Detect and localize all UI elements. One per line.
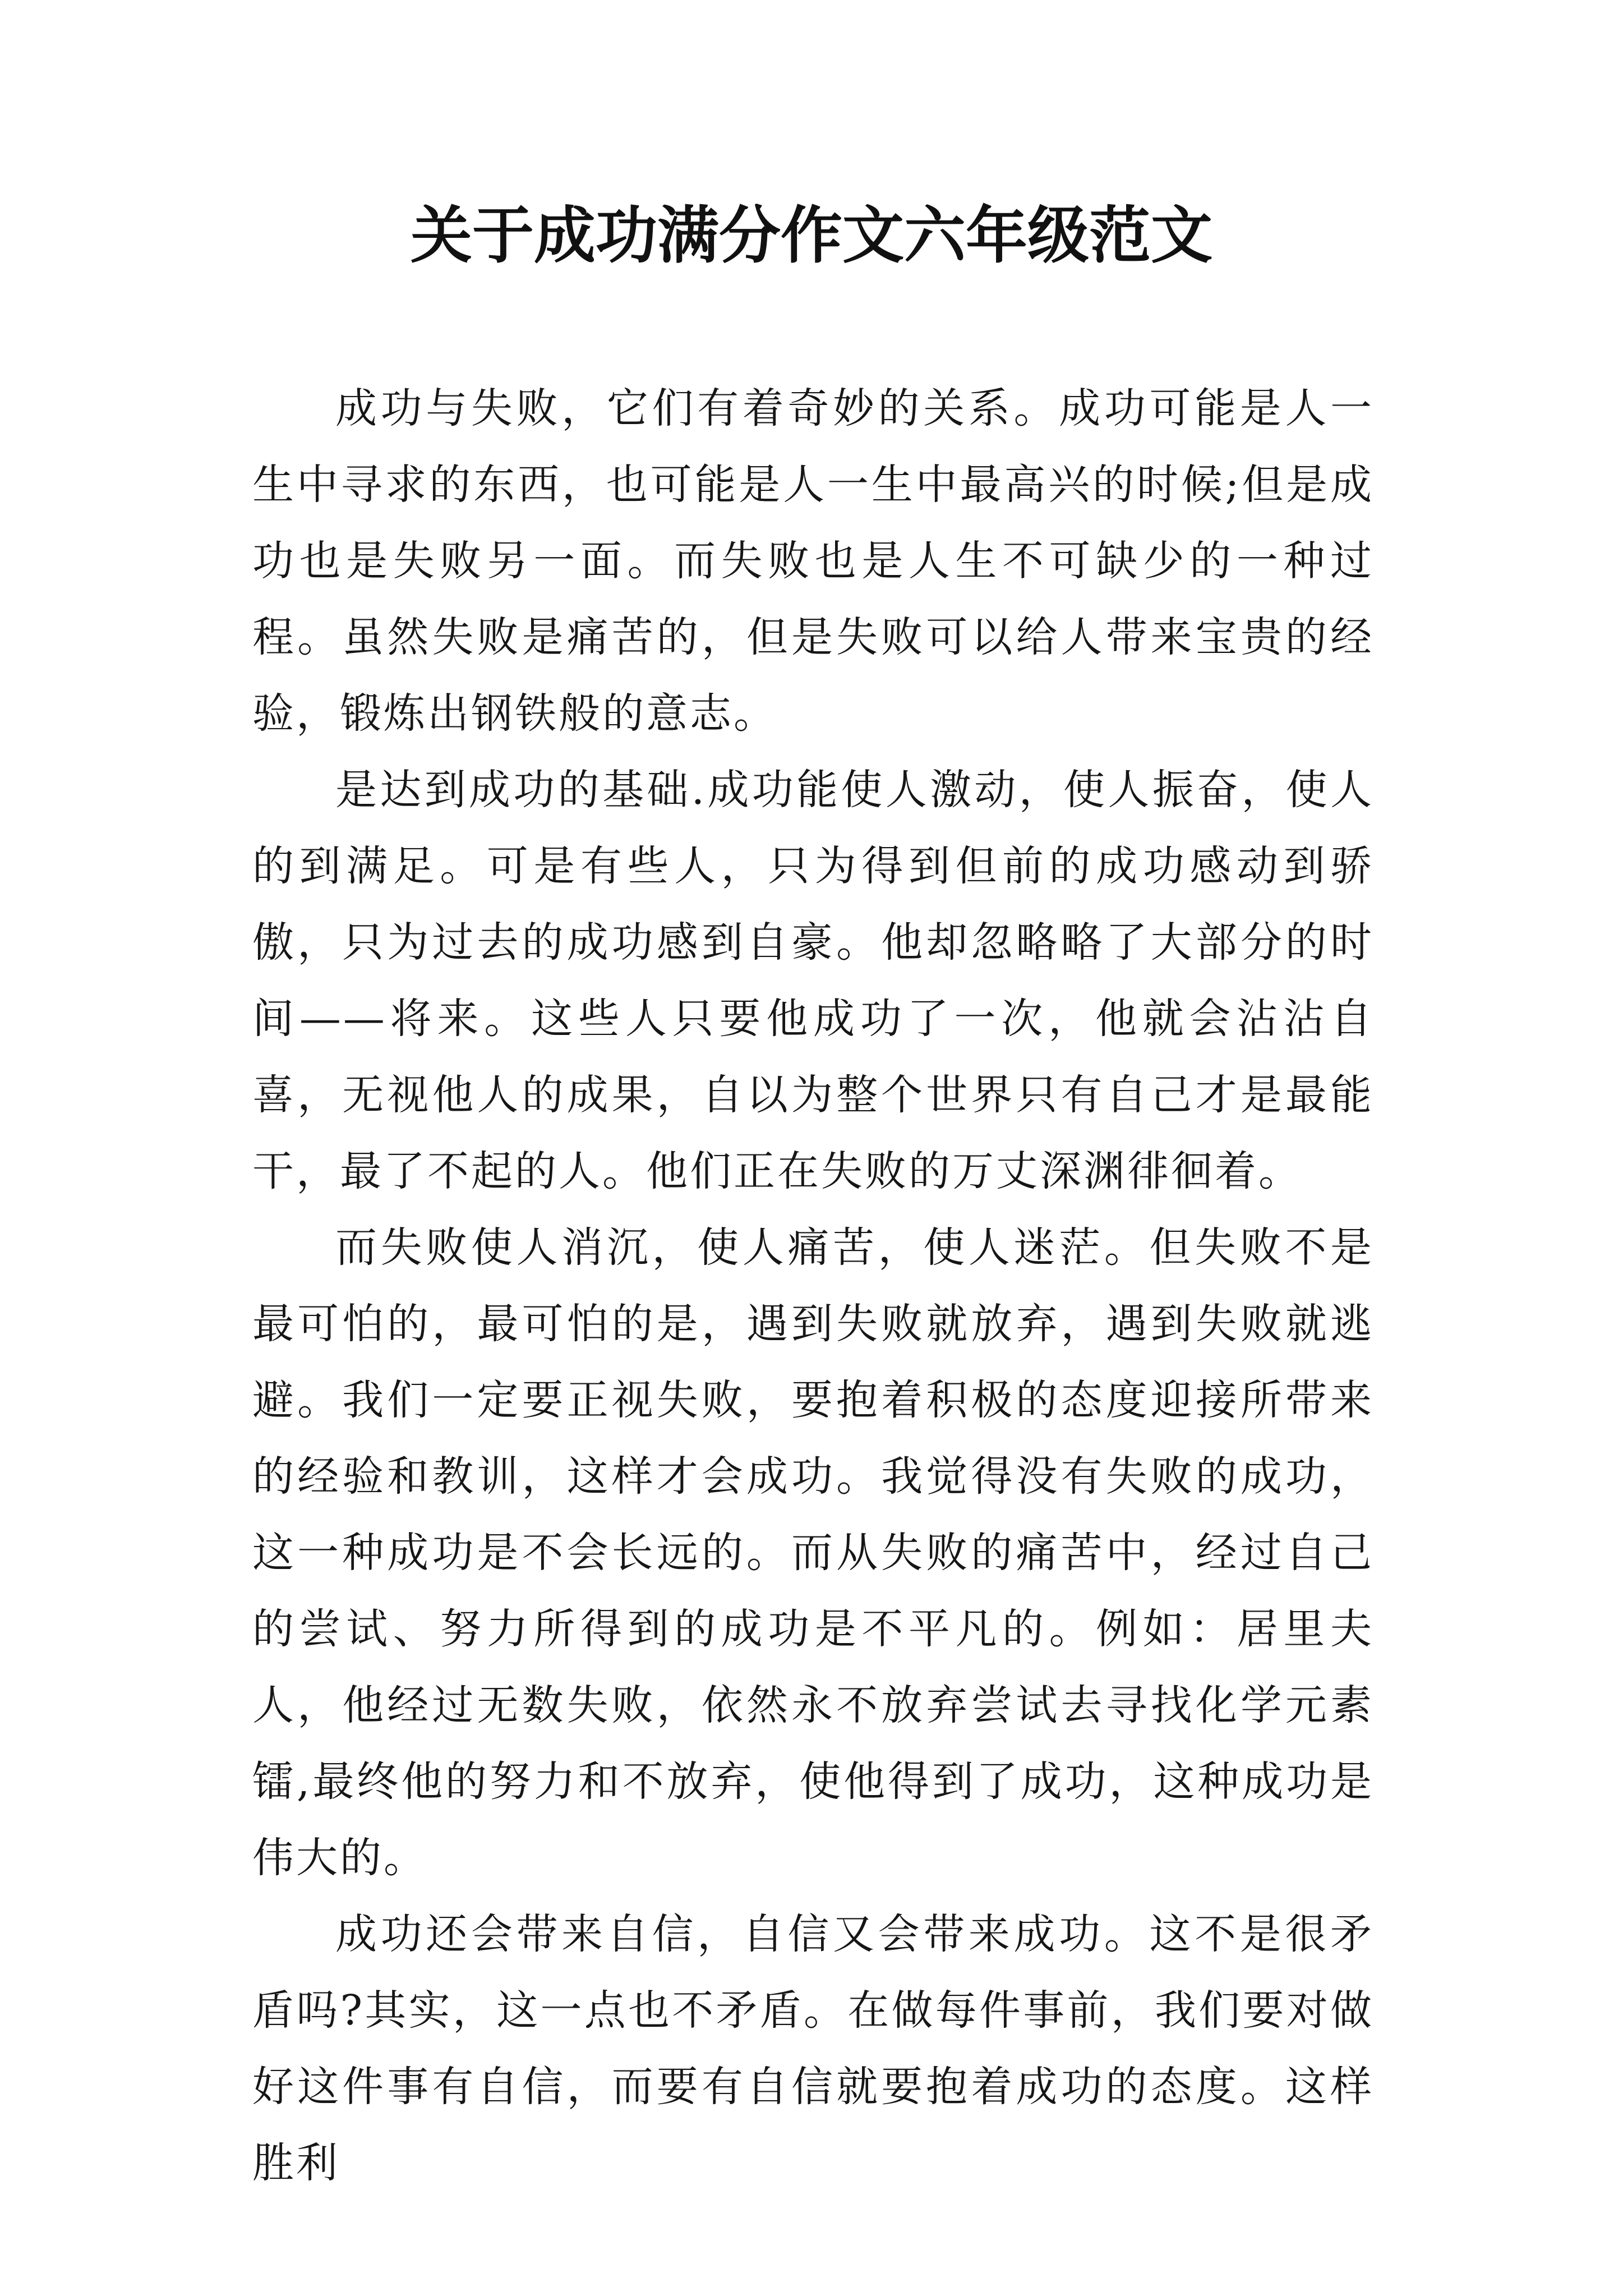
document-title: 关于成功满分作文六年级范文 [411, 199, 1212, 272]
paragraph: 是达到成功的基础.成功能使人激动，使人振奋，使人的到满足。可是有些人，只为得到但前的成功感动到骄傲，只为过去的成功感到自豪。他却忽略略了大部分的时间——将来。这些人只要他成功了一次，他就会沾沾自喜，无视他人的成果，自以为整个世界只有自己才是最能干，最了不起的人。他们正在失败的万丈深渊徘徊着。 [252, 766, 1374, 1195]
document-body [252, 370, 1374, 2201]
paragraph: 成功还会带来自信，自信又会带来成功。这不是很矛盾吗?其实，这一点也不矛盾。在做每件事前，我们要对做好这件事有自信，而要有自信就要抱着成功的态度。这样胜利 [252, 1910, 1374, 2187]
paragraph: 而失败使人消沉，使人痛苦，使人迷茫。但失败不是最可怕的，最可怕的是，遇到失败就放弃，遇到失败就逃避。我们一定要正视失败，要抱着积极的态度迎接所带来的经验和教训，这样才会成功。我觉得没有失败的成功，这一种成功是不会长远的。而从失败的痛苦中，经过自己的尝试、努力所得到的成功是不平凡的。例如：居里夫人，他经过无数失败，依然永不放弃尝试去寻找化学元素镭,最终他的努力和不放弃，使他得到了成功，这种成功是伟大的。 [252, 1223, 1374, 1882]
paragraph: 成功与失败，它们有着奇妙的关系。成功可能是人一生中寻求的东西，也可能是人一生中最高兴的时候;但是成功也是失败另一面。而失败也是人生不可缺少的一种过程。虽然失败是痛苦的，但是失败可以给人带来宝贵的经验，锻炼出钢铁般的意志。 [252, 384, 1374, 738]
